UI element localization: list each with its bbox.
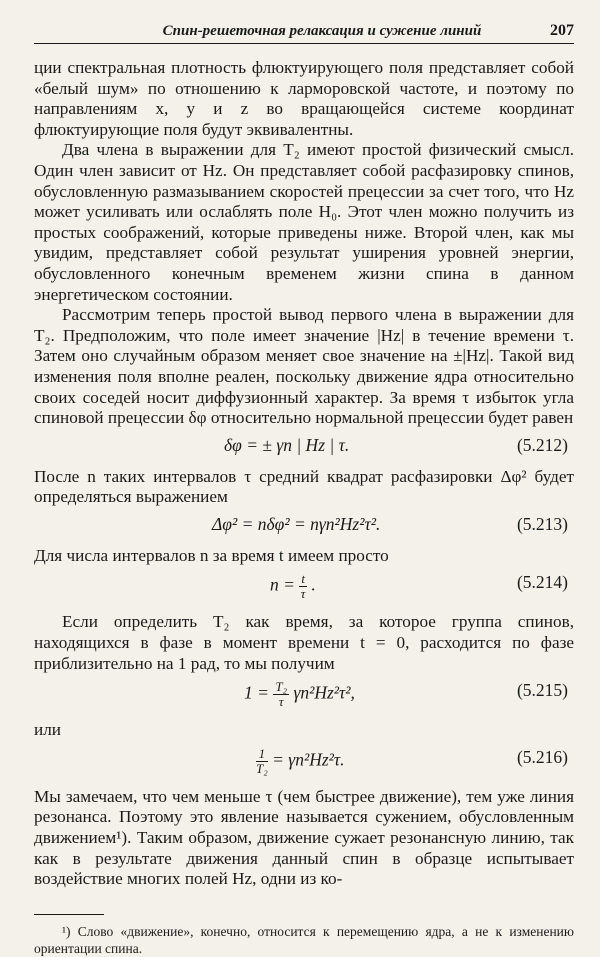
header-title: Спин-решеточная релаксация и сужение линий (162, 23, 482, 39)
equation-body: Δφ² = nδφ² = nγn²Hz²τ². (212, 513, 381, 534)
denominator: τ (300, 586, 306, 602)
paragraph-2: Два члена в выражении для T₂ имеют простой физический смысл. Один член зависит от Hz. Он представляет собой расфазировку спинов, обусловленную размазыванием скоростей прецессии за счет того, что Hz может усиливать или ослаблять поле H₀. Этот член можно получить из простых соображений, которые приведены ниже. Второй член, как мы увидим, представляет собой результат уширения уровней энергии, обусловленного конечным временем жизни спина в данном энергетическом состоянии. (34, 140, 574, 304)
equation-5-215 (34, 674, 574, 720)
numerator: t (301, 571, 305, 587)
footnote: ¹) Слово «движение», конечно, относится к перемещению ядра, а не к изменению ориентации спина. (34, 923, 574, 956)
fraction (299, 572, 307, 601)
equation-rhs: . (311, 574, 316, 595)
paragraph-5: Для числа интервалов n за время t имеем просто (34, 545, 389, 565)
equation-rhs: γn²Hz²τ², (293, 682, 355, 703)
paragraph-3: Рассмотрим теперь простой вывод первого члена в выражении для T₂. Предположим, что поле имеет значение |Hz| в течение времени τ. Затем оно случайным образом меняет свое значение на ±|Hz|. Такой вид изменения поля вполне реален, поскольку движение ядра относительно своих соседей носит диффузионный характер. За время τ избыток угла спиновой прецессии δφ относительно нормальной прецессии будет равен (34, 305, 574, 428)
denominator: T₂ (256, 760, 268, 776)
paragraph-6: Если определить T₂ как время, за которое группа спинов, находящихся в фазе в момент времени t = 0, расходится по фазе приблизительно на 1 рад, то мы получим (34, 612, 574, 673)
equation-5-214 (34, 566, 574, 612)
equation-number: (5.215) (516, 680, 568, 701)
fraction (256, 747, 268, 776)
equation-lhs: 1 = (244, 682, 269, 703)
equation-number: (5.214) (516, 572, 568, 593)
equation-rhs: = γn²Hz²τ. (272, 749, 345, 770)
equation-lhs: n = (270, 574, 295, 595)
paragraph-8: Мы замечаем, что чем меньше τ (чем быстрее движение), тем уже линия резонанса. Поэтому это явление называется сужением, обусловленным движением¹). Таким образом, движение сужает резонансную линию, так как в результате движения данный спин в образце испытывает воздействие многих полей Hz, одни из ко- (34, 786, 574, 889)
footnote-divider (34, 914, 104, 915)
equation-5-216 (34, 741, 574, 787)
equation-5-213 (34, 508, 574, 546)
paragraph-1: ции спектральная плотность флюктуирующего поля представляет собой «белый шум» по отношению к ларморовской частоте, и поэтому по направлениям x, y и z во вращающейся системе координат флюктуирующие поля будут эквивалентны. (34, 58, 574, 139)
equation-number: (5.212) (516, 434, 568, 455)
paragraph-7: или (34, 720, 61, 740)
equation-number: (5.216) (516, 746, 568, 767)
equation-number: (5.213) (516, 513, 568, 534)
page-number: 207 (550, 22, 574, 39)
equation-body: δφ = ± γn | Hz | τ. (224, 434, 350, 455)
book-page (34, 22, 574, 957)
fraction (273, 680, 289, 709)
denominator: τ (278, 694, 284, 710)
paragraph-4: После n таких интервалов τ средний квадрат расфазировки Δφ² будет определяться выражением (34, 466, 574, 507)
running-header (34, 22, 574, 44)
numerator: 1 (256, 747, 268, 762)
numerator: T₂ (275, 679, 288, 695)
equation-5-212 (34, 429, 574, 467)
